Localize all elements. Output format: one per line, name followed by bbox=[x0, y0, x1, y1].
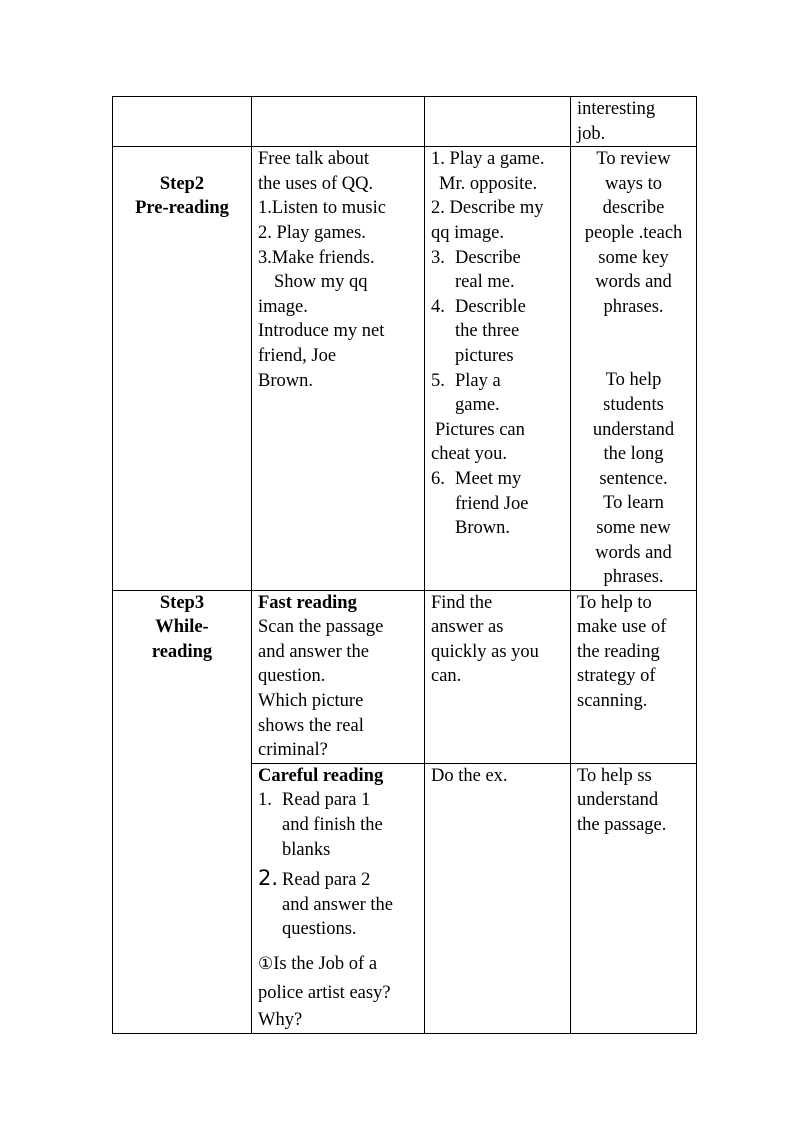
purpose-line: understand bbox=[577, 790, 659, 811]
activity-line: Introduce my net bbox=[258, 321, 385, 342]
table-row bbox=[113, 97, 697, 147]
list-item: 3. Describe real me. bbox=[431, 247, 521, 293]
student-line: Do the ex. bbox=[431, 765, 508, 786]
activity-line: 3.Make friends. bbox=[258, 247, 375, 268]
student-line: qq image. bbox=[431, 222, 504, 243]
list-item: 4. Describle the three pictures bbox=[431, 296, 526, 366]
activity-line: 1.Listen to music bbox=[258, 198, 386, 219]
activity-line: Scan the passage bbox=[258, 617, 384, 638]
purpose-line: the reading bbox=[577, 641, 660, 662]
purpose-line: strategy of bbox=[577, 666, 656, 687]
activity-cell bbox=[252, 590, 425, 763]
step-subtitle: reading bbox=[151, 641, 213, 662]
student-line: 1. Play a game. bbox=[431, 149, 545, 170]
table-row bbox=[113, 590, 697, 763]
student-line: Mr. opposite. bbox=[439, 173, 538, 194]
student-line: Find the bbox=[431, 592, 493, 613]
step-cell bbox=[113, 590, 252, 1033]
purpose-line: the passage. bbox=[577, 815, 667, 836]
activity-line: the uses of QQ. bbox=[258, 173, 374, 194]
activity-cell bbox=[252, 147, 425, 591]
list-item: 5. Play a game. bbox=[431, 370, 501, 416]
student-list bbox=[431, 467, 564, 541]
student-cell bbox=[425, 147, 571, 591]
student-line: 2. Describe my bbox=[431, 198, 544, 219]
purpose-line: students bbox=[603, 394, 664, 415]
student-cell bbox=[425, 590, 571, 763]
student-line: can. bbox=[431, 666, 462, 687]
purpose-cell bbox=[571, 147, 697, 591]
student-line: answer as bbox=[431, 617, 504, 638]
student-cell bbox=[425, 763, 571, 1033]
purpose-line: To learn bbox=[603, 493, 664, 514]
activity-cell bbox=[252, 763, 425, 1033]
purpose-cell bbox=[571, 763, 697, 1033]
student-line: Pictures can bbox=[435, 419, 525, 440]
purpose-line: To help to bbox=[577, 592, 652, 613]
activity-cell bbox=[252, 97, 425, 147]
purpose-line: words and bbox=[595, 272, 672, 293]
activity-line: Which picture bbox=[258, 691, 364, 712]
activity-line: Show my qq bbox=[274, 272, 368, 293]
purpose-line: the long bbox=[603, 444, 664, 465]
section-heading: Fast reading bbox=[258, 592, 357, 613]
list-item: 2. Read para 2 and answer the questions. bbox=[258, 866, 393, 940]
purpose-line: phrases. bbox=[603, 296, 664, 317]
step-title: Step2 bbox=[159, 173, 205, 194]
activity-line: 2. Play games. bbox=[258, 222, 366, 243]
step-title: Step3 bbox=[159, 592, 205, 613]
activity-line: criminal? bbox=[258, 740, 328, 761]
activity-line: question. bbox=[258, 666, 326, 687]
purpose-line: scanning. bbox=[577, 691, 648, 712]
list-item: 1. Read para 1 and finish the blanks bbox=[258, 790, 383, 860]
section-heading: Careful reading bbox=[258, 765, 384, 786]
student-list bbox=[431, 246, 564, 418]
purpose-line: some new bbox=[596, 517, 671, 538]
student-line: cheat you. bbox=[431, 444, 508, 465]
purpose-line: some key bbox=[598, 247, 669, 268]
question-line: Why? bbox=[258, 1010, 303, 1030]
question-line: ①Is the Job of a bbox=[258, 954, 378, 974]
activity-line: friend, Joe bbox=[258, 345, 337, 366]
purpose-line: phrases. bbox=[603, 567, 664, 588]
purpose-line: words and bbox=[595, 542, 672, 563]
lesson-plan-table bbox=[112, 96, 697, 1034]
purpose-line: interesting bbox=[577, 99, 656, 119]
activity-line: Brown. bbox=[258, 370, 313, 391]
purpose-cell bbox=[571, 590, 697, 763]
purpose-line: To help bbox=[605, 370, 662, 391]
purpose-line: people .teach bbox=[584, 222, 683, 243]
activity-line: image. bbox=[258, 296, 308, 317]
activity-line: Free talk about bbox=[258, 149, 369, 170]
step-subtitle: While- bbox=[155, 617, 209, 638]
purpose-line: describe bbox=[602, 198, 665, 219]
purpose-line: understand bbox=[592, 419, 675, 440]
purpose-line: sentence. bbox=[599, 468, 668, 489]
question-line: police artist easy? bbox=[258, 983, 391, 1003]
table-row bbox=[113, 147, 697, 591]
activity-line: and answer the bbox=[258, 641, 369, 662]
step-cell bbox=[113, 97, 252, 147]
purpose-line: To review bbox=[596, 149, 671, 170]
activity-list bbox=[258, 788, 418, 942]
activity-line: shows the real bbox=[258, 715, 364, 736]
purpose-line: To help ss bbox=[577, 765, 652, 786]
purpose-line: job. bbox=[577, 123, 606, 144]
student-line: quickly as you bbox=[431, 641, 539, 662]
purpose-cell bbox=[571, 97, 697, 147]
purpose-line: ways to bbox=[604, 173, 663, 194]
student-cell bbox=[425, 97, 571, 147]
step-cell bbox=[113, 147, 252, 591]
purpose-line: make use of bbox=[577, 617, 667, 638]
step-subtitle: Pre-reading bbox=[135, 198, 229, 219]
list-item: 6. Meet my friend Joe Brown. bbox=[431, 468, 529, 539]
